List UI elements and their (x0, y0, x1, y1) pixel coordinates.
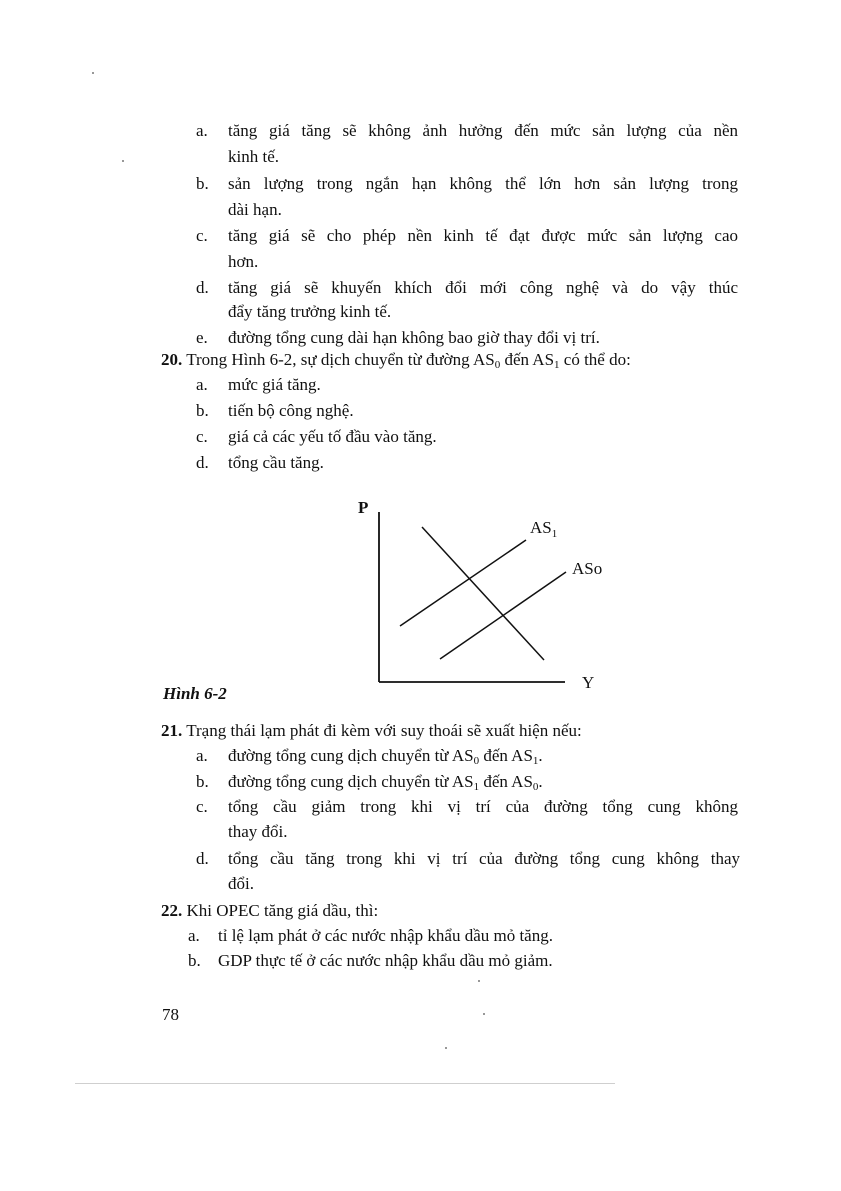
as1-label-text: AS (530, 518, 552, 537)
question-text: Khi OPEC tăng giá dầu, thì: (186, 901, 379, 920)
question-20-option-b (196, 400, 354, 422)
as1-label-sub: 1 (551, 528, 558, 540)
option-text: tỉ lệ lạm phát ở các nước nhập khẩu dầu mỏ tăng. (218, 926, 553, 945)
question-text: Trong Hình 6-2, sự dịch chuyển từ đường AS (186, 350, 495, 369)
option-marker: a. (196, 746, 208, 765)
option-marker: e. (196, 328, 208, 347)
prev-option-c-line1 (196, 225, 738, 247)
question-20-option-c (196, 426, 437, 448)
question-number: 21. (161, 721, 183, 740)
question-21-option-d-line2: đổi. (228, 874, 254, 893)
prev-option-d-line2: đẩy tăng trưởng kinh tế. (228, 302, 392, 321)
subscript: 0 (473, 755, 480, 767)
option-text: giá cả các yếu tố đầu vào tăng. (228, 427, 437, 446)
question-21-option-b (196, 771, 543, 798)
option-text: tổng cầu tăng. (228, 453, 324, 472)
option-text: đến AS (479, 772, 533, 791)
scan-speck (122, 160, 124, 162)
subscript: 0 (494, 359, 501, 371)
option-marker: b. (196, 772, 209, 791)
x-axis-label: Y (582, 673, 595, 692)
option-marker: b. (196, 401, 209, 420)
question-text: có thể do: (559, 350, 631, 369)
as0-label: ASo (572, 559, 603, 578)
subscript: 1 (473, 781, 480, 793)
option-text: tăng giá sẽ khuyến khích đổi mới công nghệ và do vậy thúc (228, 278, 738, 297)
scan-speck (483, 1013, 485, 1015)
question-number: 22. (161, 901, 183, 920)
question-21-option-d-line1 (196, 848, 740, 870)
option-marker: a. (196, 375, 208, 394)
option-marker: b. (196, 174, 209, 193)
option-text: đường tổng cung dài hạn không bao giờ thay đổi vị trí. (228, 328, 600, 347)
option-marker: a. (196, 121, 208, 140)
scan-speck (445, 1047, 447, 1049)
question-20-stem (161, 349, 631, 376)
prev-option-d-line1 (196, 277, 738, 299)
option-text: tổng cầu giảm trong khi vị trí của đường tổng cung không (228, 797, 738, 816)
question-21-option-c-line2: thay đổi. (228, 822, 288, 841)
scan-speck (478, 980, 480, 982)
question-21-stem (161, 720, 582, 742)
subscript: 1 (554, 359, 560, 371)
option-text: sản lượng trong ngắn hạn không thể lớn hơn sản lượng trong (228, 174, 738, 193)
option-text: đường tổng cung dịch chuyển từ AS (228, 772, 474, 791)
as1-label (530, 518, 557, 540)
prev-option-e (196, 327, 600, 349)
figure-caption: Hình 6-2 (163, 684, 227, 703)
question-22-stem (161, 900, 378, 922)
question-text: Trạng thái lạm phát đi kèm với suy thoái sẽ xuất hiện nếu: (186, 721, 582, 740)
question-text: đến AS (500, 350, 555, 369)
prev-option-a-line2: kinh tế. (228, 147, 279, 166)
option-text: tiến bộ công nghệ. (228, 401, 354, 420)
option-text: tăng giá sẽ cho phép nền kinh tế đạt được mức sản lượng cao (228, 226, 738, 245)
option-marker: a. (188, 926, 200, 945)
option-text: tăng giá tăng sẽ không ảnh hưởng đến mức sản lượng của nền (228, 121, 738, 140)
y-axis-label: P (358, 498, 369, 517)
question-20-option-a (196, 374, 321, 396)
figure-6-2-diagram (340, 490, 640, 700)
option-marker: c. (196, 427, 208, 446)
option-text: tổng cầu tăng trong khi vị trí của đường tổng cung không thay (228, 849, 740, 868)
page-number: 78 (162, 1005, 179, 1024)
option-marker: d. (196, 453, 209, 472)
option-text: . (538, 746, 543, 765)
page-bottom-rule (75, 1083, 615, 1084)
option-text: đường tổng cung dịch chuyển từ AS (228, 746, 474, 765)
option-marker: c. (196, 797, 208, 816)
question-21-option-a (196, 745, 543, 772)
option-marker: b. (188, 951, 201, 970)
prev-option-a-line1 (196, 120, 738, 142)
question-22-option-a (188, 925, 553, 947)
question-21-option-c-line1 (196, 796, 738, 818)
scan-speck (92, 72, 94, 74)
option-text: mức giá tăng. (228, 375, 321, 394)
option-marker: d. (196, 849, 209, 868)
downward-sloping-line (422, 527, 544, 660)
option-text: . (538, 772, 543, 791)
subscript: 1 (532, 755, 539, 767)
prev-option-c-line2: hơn. (228, 252, 259, 271)
question-22-option-b (188, 950, 553, 972)
subscript: 0 (532, 781, 539, 793)
question-20-option-d (196, 452, 324, 474)
prev-option-b-line1 (196, 173, 738, 195)
option-marker: c. (196, 226, 208, 245)
option-text: GDP thực tế ở các nước nhập khẩu dầu mỏ giảm. (218, 951, 553, 970)
prev-option-b-line2: dài hạn. (228, 200, 282, 219)
option-text: đến AS (479, 746, 533, 765)
question-number: 20. (161, 350, 183, 369)
option-marker: d. (196, 278, 209, 297)
